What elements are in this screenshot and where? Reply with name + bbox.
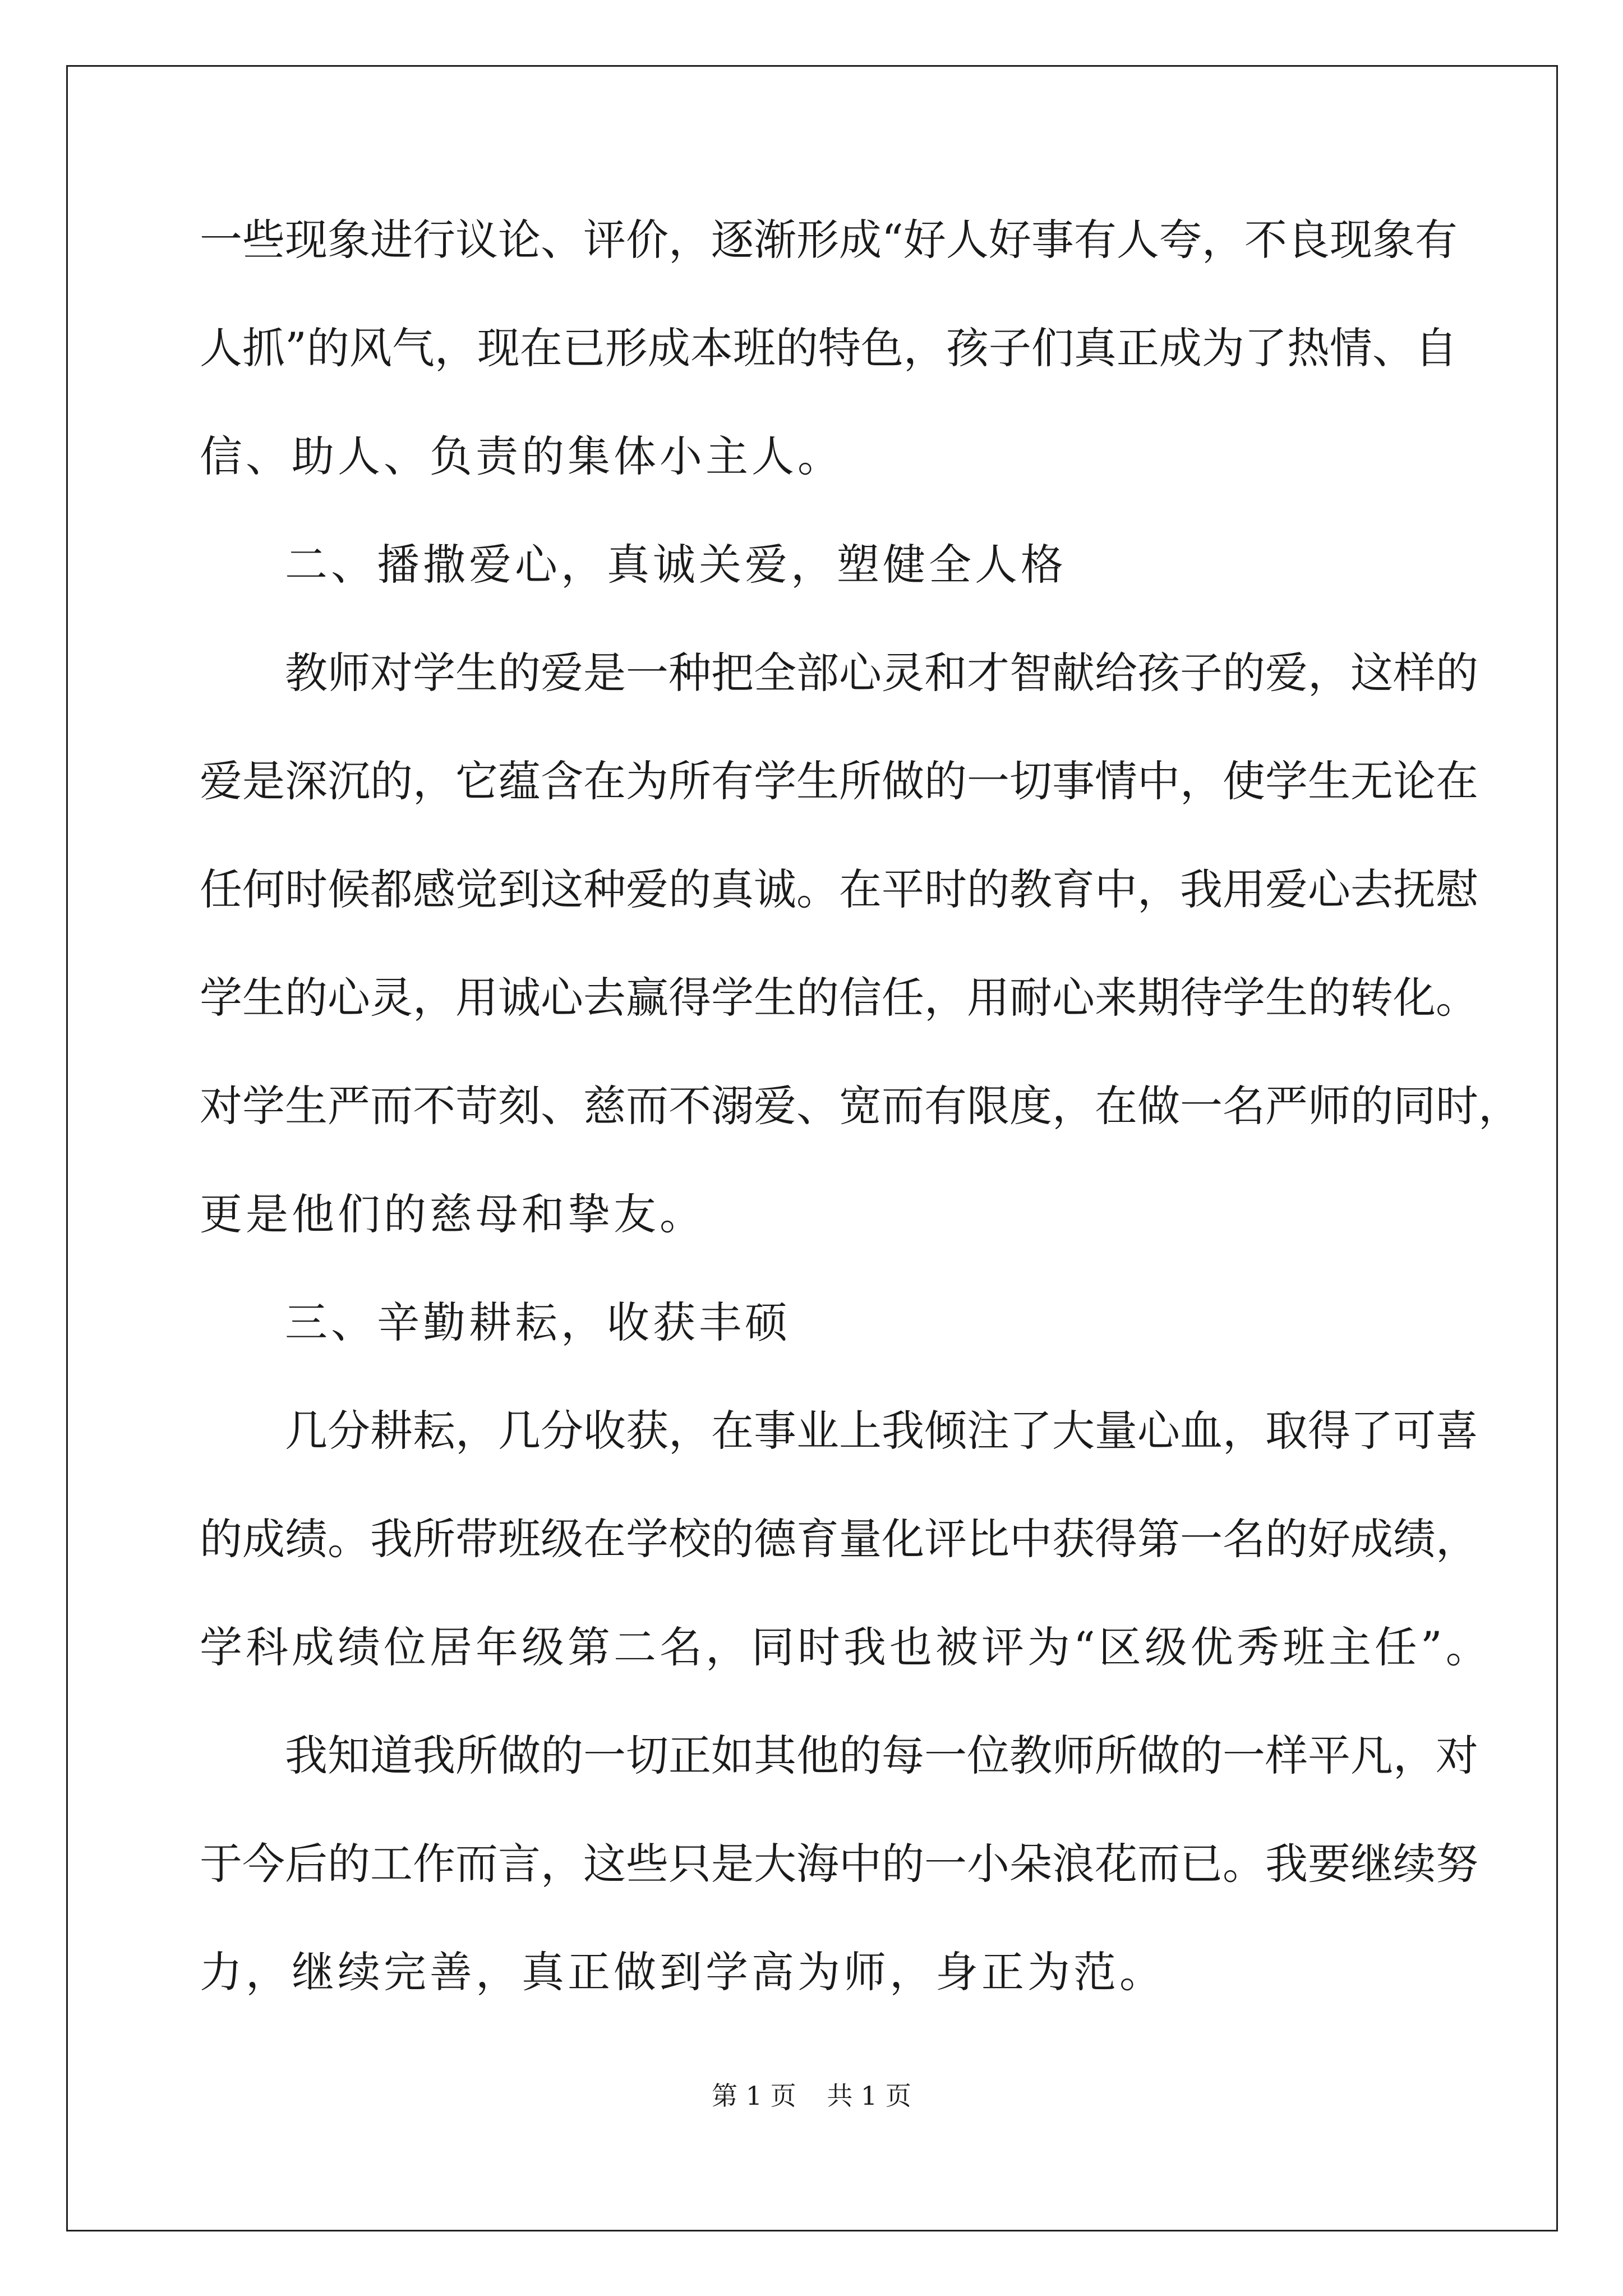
text-line: 对学生严而不苛刻、慈而不溺爱、宽而有限度，在做一名严师的同时， — [200, 1081, 1521, 1131]
text-line: 教师对学生的爱是一种把全部心灵和才智献给孩子的爱，这样的 — [285, 648, 1478, 698]
text-line: 更是他们的慈母和挚友。 — [200, 1189, 706, 1239]
text-line: 人抓”的风气，现在已形成本班的特色，孩子们真正成为了热情、自 — [200, 323, 1458, 373]
text-line: 信、助人、负责的集体小主人。 — [200, 431, 843, 481]
page-footer — [0, 2079, 1623, 2113]
document-body — [200, 213, 1521, 2054]
text-line: 二、播撒爱心，真诚关爱，塑健全人格 — [285, 540, 1067, 590]
page-number: 第 1 页 — [712, 2081, 796, 2111]
text-line: 我知道我所做的一切正如其他的每一位教师所做的一样平凡，对 — [285, 1731, 1478, 1780]
text-line: 任何时候都感觉到这种爱的真诚。在平时的教育中，我用爱心去抚慰 — [200, 864, 1478, 914]
text-line: 几分耕耘，几分收获，在事业上我倾注了大量心血，取得了可喜 — [285, 1406, 1478, 1456]
text-line: 学生的心灵，用诚心去赢得学生的信任，用耐心来期待学生的转化。 — [200, 973, 1478, 1023]
text-line: 的成绩。我所带班级在学校的德育量化评比中获得第一名的好成绩， — [200, 1514, 1478, 1564]
text-line: 力，继续完善，真正做到学高为师，身正为范。 — [200, 1947, 1165, 1997]
text-line: 三、辛勤耕耘，收获丰硕 — [285, 1297, 791, 1347]
text-line: 一些现象进行议论、评价，逐渐形成“好人好事有人夸，不良现象有 — [200, 215, 1458, 265]
page-total: 共 1 页 — [827, 2081, 911, 2111]
text-line: 于今后的工作而言，这些只是大海中的一小朵浪花而已。我要继续努 — [200, 1839, 1478, 1889]
text-line: 爱是深沉的，它蕴含在为所有学生所做的一切事情中，使学生无论在 — [200, 756, 1478, 806]
text-line: 学科成绩位居年级第二名，同时我也被评为“区级优秀班主任”。 — [200, 1622, 1492, 1672]
